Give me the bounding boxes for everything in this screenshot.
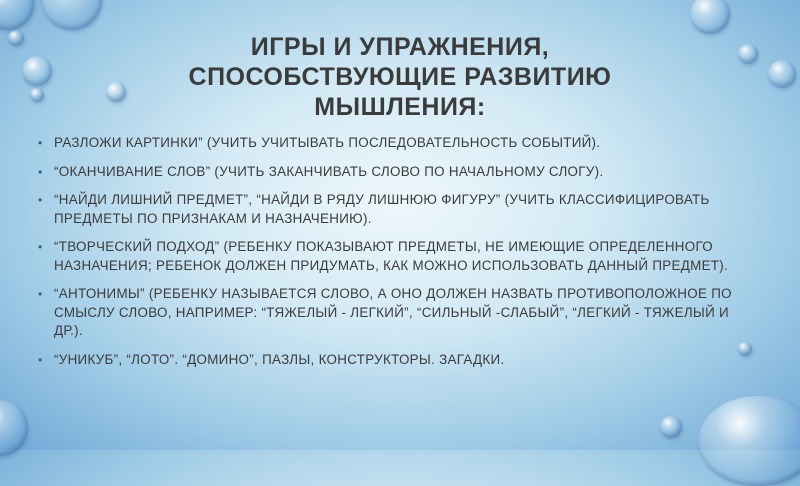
list-item <box>38 191 738 228</box>
water-drop <box>738 44 758 64</box>
list-item <box>38 351 738 370</box>
list-item <box>38 238 738 275</box>
water-drop <box>768 60 796 88</box>
title-line: МЫШЛЕНИЯ: <box>314 93 486 121</box>
list-item <box>38 285 738 341</box>
title-line: ИГРЫ И УПРАЖНЕНИЯ, <box>250 33 550 61</box>
list-item <box>38 163 738 182</box>
water-drop <box>698 396 800 486</box>
water-drop <box>30 88 44 102</box>
water-drop <box>690 0 730 34</box>
water-drop <box>0 400 28 456</box>
water-drop <box>0 0 34 30</box>
list-item-text: “НАЙДИ ЛИШНИЙ ПРЕДМЕТ”, “НАЙДИ В РЯДУ ЛИШНЮЮ ФИГУРУ” (УЧИТЬ КЛАССИФИЦИРОВАТЬ ПРЕДМЕТЫ ПО ПРИЗНАКАМ И НАЗНАЧЕНИЮ). <box>54 192 710 226</box>
list-item-text: “УНИКУБ”, “ЛОТО”. “ДОМИНО”, ПАЗЛЫ, КОНСТРУКТОРЫ. ЗАГАДКИ. <box>54 351 505 367</box>
list-item-text: “АНТОНИМЫ” (РЕБЕНКУ НАЗЫВАЕТСЯ СЛОВО, А ОНО ДОЛЖЕН НАЗВАТЬ ПРОТИВОПОЛОЖНОЕ ПО СМЫСЛУ СЛОВО, НАПРИМЕР: “ТЯЖЕЛЫЙ - ЛЕГКИЙ”, “СИЛЬНЫЙ -СЛАБЫЙ”, “ЛЕГКИЙ - ТЯЖЕЛЫЙ И ДР.). <box>54 286 732 338</box>
list-item-text: “ТВОРЧЕСКИЙ ПОДХОД” (РЕБЕНКУ ПОКАЗЫВАЮТ ПРЕДМЕТЫ, НЕ ИМЕЮЩИЕ ОПРЕДЕЛЕННОГО НАЗНАЧЕНИЯ; РЕБЕНОК ДОЛЖЕН ПРИДУМАТЬ, КАК МОЖНО ИСПОЛЬЗОВАТЬ ДАННЫЙ ПРЕДМЕТ). <box>54 239 729 273</box>
water-drop <box>8 30 24 46</box>
bullet-icon: • <box>38 164 43 179</box>
list-item <box>38 134 738 153</box>
water-drop <box>22 56 52 86</box>
list-item-text: РАЗЛОЖИ КАРТИНКИ” (УЧИТЬ УЧИТЫВАТЬ ПОСЛЕДОВАТЕЛЬНОСТЬ СОБЫТИЙ). <box>54 135 601 150</box>
water-drop <box>660 416 682 438</box>
bullet-icon: • <box>38 352 43 367</box>
list-item-text: “ОКАНЧИВАНИЕ СЛОВ” (УЧИТЬ ЗАКАНЧИВАТЬ СЛОВО ПО НАЧАЛЬНОМУ СЛОГУ). <box>54 163 604 179</box>
water-drop <box>738 342 752 356</box>
bullet-icon: • <box>38 240 43 254</box>
title-line: СПОСОБСТВУЮЩИЕ РАЗВИТИЮ <box>188 63 612 91</box>
games-list <box>38 134 738 379</box>
bullet-icon: • <box>38 287 43 301</box>
slide-title <box>120 32 680 122</box>
bullet-icon: • <box>38 136 43 150</box>
bullet-icon: • <box>38 193 43 207</box>
water-drop <box>42 0 102 30</box>
